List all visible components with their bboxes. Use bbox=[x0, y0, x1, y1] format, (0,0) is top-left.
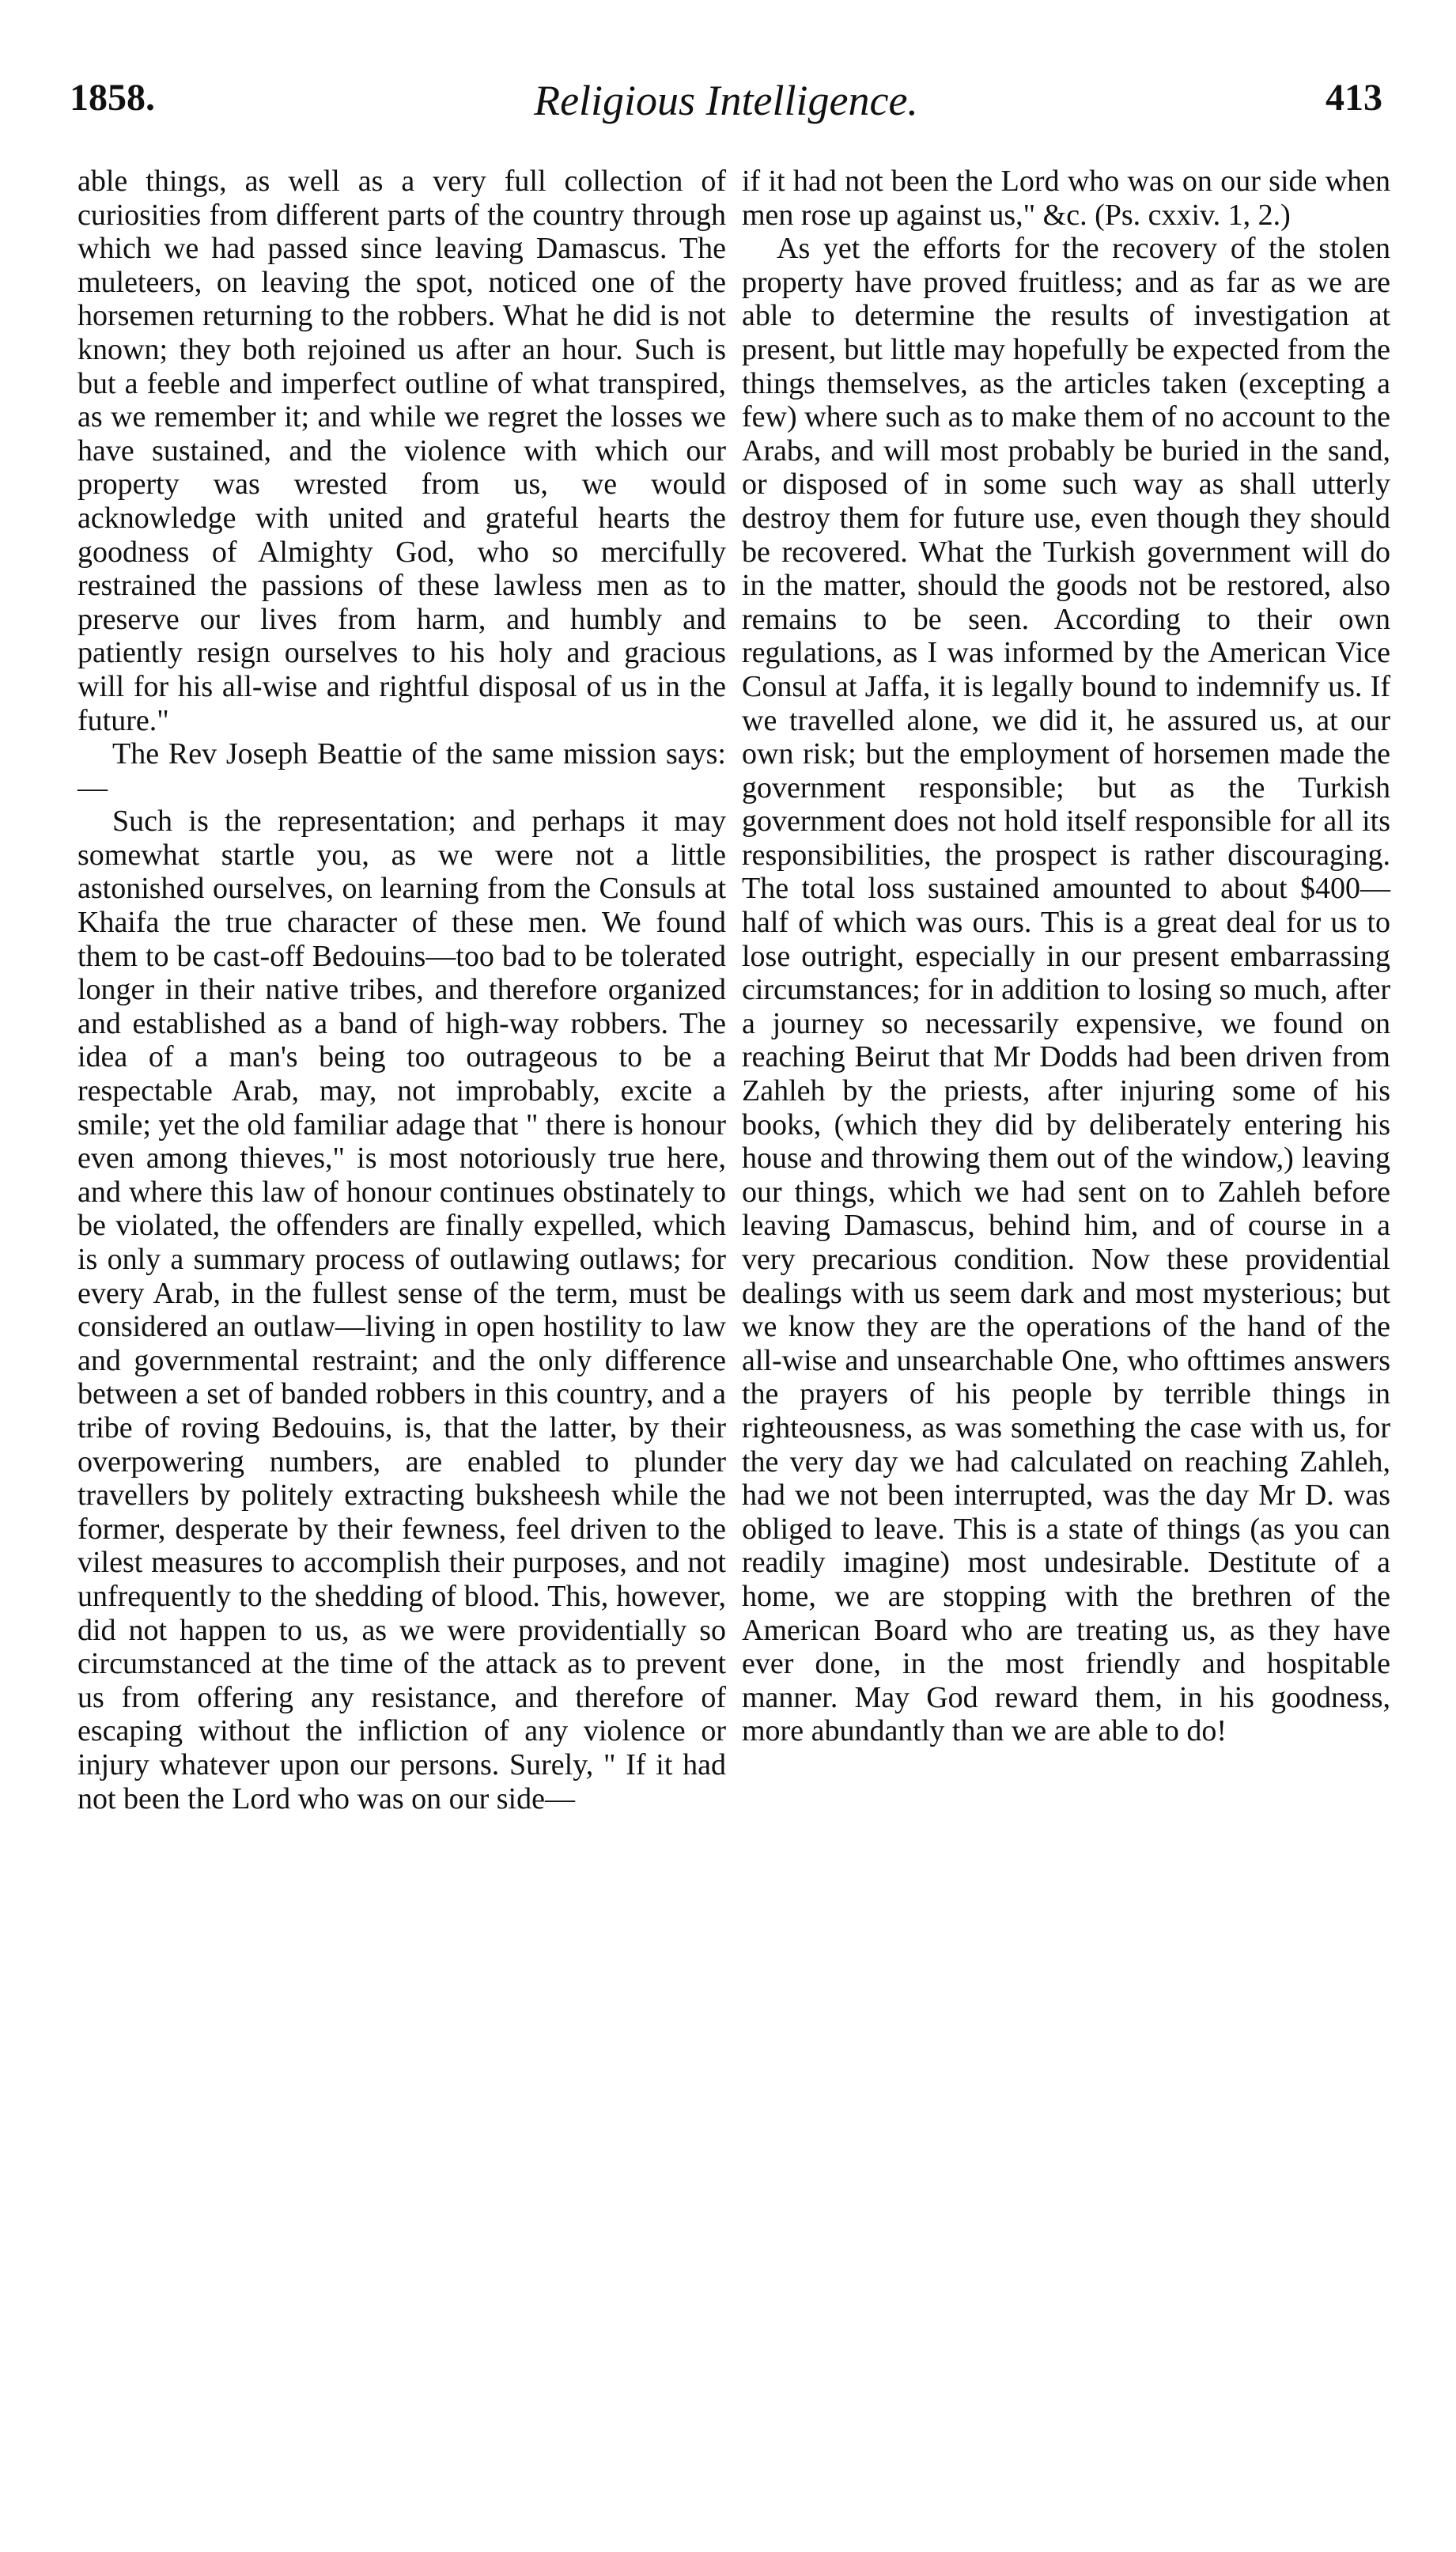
page-header bbox=[70, 76, 1382, 147]
right-paragraph-1: if it had not been the Lord who was on our side when men rose up against us," &c. (Ps. cxxiv. 1, 2.) bbox=[742, 165, 1390, 232]
right-column bbox=[742, 165, 1390, 1748]
left-paragraph-2: The Rev Joseph Beattie of the same mission says:— bbox=[78, 737, 726, 805]
left-paragraph-1: able things, as well as a very full collection of curiosities from different parts of the country through which we had passed since leaving Damascus. The muleteers, on leaving the spot, noticed one of the horsemen returning to the robbers. What he did is not known; they both rejoined us after an hour. Such is but a feeble and imperfect outline of what transpired, as we remember it; and while we regret the losses we have sustained, and the violence with which our property was wrested from us, we would acknowledge with united and grateful hearts the goodness of Almighty God, who so mercifully restrained the passions of these lawless men as to preserve our lives from harm, and humbly and patiently resign ourselves to his holy and gracious will for his all-wise and rightful disposal of us in the future." bbox=[78, 165, 726, 737]
right-paragraph-2: As yet the efforts for the recovery of the stolen property have proved fruitless; and as far as we are able to determine the results of investigation at present, but little may hopefully be expected from the things themselves, as the articles taken (excepting a few) where such as to make them of no account to the Arabs, and will most probably be buried in the sand, or disposed of in some such way as shall utterly destroy them for future use, even though they should be recovered. What the Turkish government will do in the matter, should the goods not be restored, also remains to be seen. According to their own regulations, as I was informed by the American Vice Consul at Jaffa, it is legally bound to indemnify us. If we travelled alone, we did it, he assured us, at our own risk; but the employment of horsemen made the government responsible; but as the Turkish government does not hold itself responsible for all its responsibilities, the prospect is rather discouraging. The total loss sustained amounted to about $400—half of which was ours. This is a great deal for us to lose outright, especially in our present embarrassing circumstances; for in addition to losing so much, after a journey so necessarily expensive, we found on reaching Beirut that Mr Dodds had been driven from Zahleh by the priests, after injuring some of his books, (which they did by deliberately entering his house and throwing them out of the window,) leaving our things, which we had sent on to Zahleh before leaving Damascus, behind him, and of course in a very precarious condition. Now these providential dealings with us seem dark and most mysterious; but we know they are the operations of the hand of the all-wise and unsearchable One, who ofttimes answers the prayers of his people by terrible things in righteousness, as was something the case with us, for the very day we had calculated on reaching Zahleh, had we not been interrupted, was the day Mr D. was obliged to leave. This is a state of things (as you can readily imagine) most undesirable. Destitute of a home, we are stopping with the brethren of the American Board who are treating us, as they have ever done, in the most friendly and hospitable manner. May God reward them, in his goodness, more abundantly than we are able to do! bbox=[742, 232, 1390, 1748]
page-number: 413 bbox=[1326, 77, 1382, 119]
left-paragraph-3: Such is the representation; and perhaps it may somewhat startle you, as we were not a little astonished ourselves, on learning from the Consuls at Khaifa the true character of these men. We found them to be cast-off Bedouins—too bad to be tolerated longer in their native tribes, and therefore organized and established as a band of high-way robbers. The idea of a man's being too outrageous to be a respectable Arab, may, not improbably, excite a smile; yet the old familiar adage that " there is honour even among thieves," is most notoriously true here, and where this law of honour continues obstinately to be violated, the offenders are finally expelled, which is only a summary process of outlawing outlaws; for every Arab, in the fullest sense of the term, must be considered an outlaw—living in open hostility to law and governmental restraint; and the only difference between a set of banded robbers in this country, and a tribe of roving Bedouins, is, that the latter, by their overpowering numbers, are enabled to plunder travellers by politely extracting buksheesh while the former, desperate by their fewness, feel driven to the vilest measures to accomplish their purposes, and not unfrequently to the shedding of blood. This, however, did not happen to us, as we were providentially so circumstanced at the time of the attack as to prevent us from offering any resistance, and therefore of escaping without the infliction of any violence or injury whatever upon our persons. Surely, " If it had not been the Lord who was on our side— bbox=[78, 805, 726, 1816]
left-column bbox=[78, 165, 726, 1816]
running-title: Religious Intelligence. bbox=[534, 77, 918, 124]
header-year: 1858. bbox=[70, 77, 155, 119]
